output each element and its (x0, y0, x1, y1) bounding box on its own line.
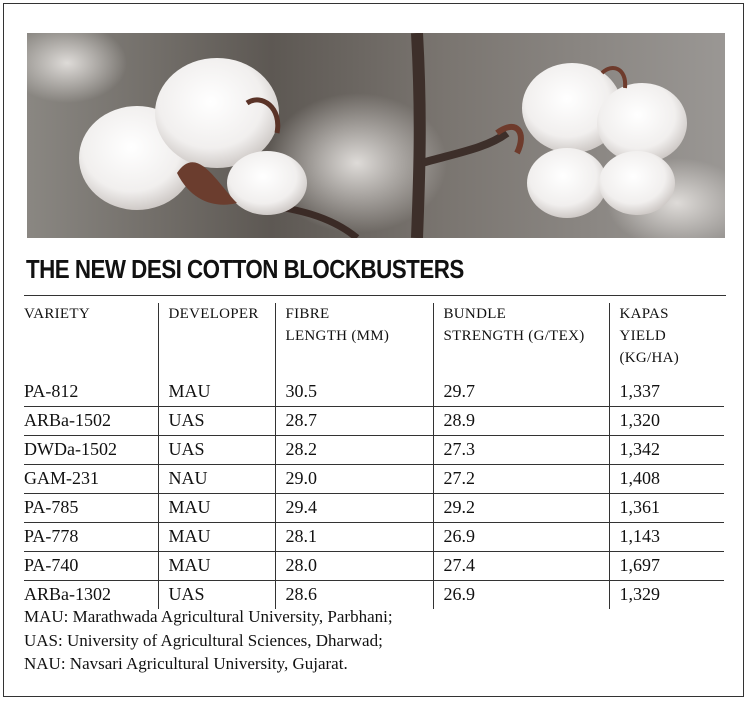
table-row (24, 406, 724, 435)
abbreviation-notes (24, 605, 393, 676)
cell-kapas-yield: 1,697 (609, 551, 724, 580)
cell-variety: GAM-231 (24, 464, 158, 493)
cell-fibre-length: 28.0 (275, 551, 433, 580)
cell-bundle-strength: 27.3 (433, 435, 609, 464)
header-fibre-length: FIBRE LENGTH (MM) (275, 303, 433, 377)
cell-bundle-strength: 27.4 (433, 551, 609, 580)
note-nau: NAU: Navsari Agricultural University, Gujarat. (24, 654, 348, 673)
cell-developer: NAU (158, 464, 275, 493)
cell-bundle-strength: 29.7 (433, 377, 609, 406)
cell-fibre-length: 28.6 (275, 580, 433, 609)
cell-variety: PA-778 (24, 522, 158, 551)
cell-developer: MAU (158, 493, 275, 522)
infographic-title: THE NEW DESI COTTON BLOCKBUSTERS (26, 254, 464, 284)
note-uas: UAS: University of Agricultural Sciences, Dharwad; (24, 630, 383, 650)
cell-variety: PA-740 (24, 551, 158, 580)
table-row (24, 464, 724, 493)
cell-developer: UAS (158, 435, 275, 464)
cell-kapas-yield: 1,342 (609, 435, 724, 464)
cell-variety: ARBa-1502 (24, 406, 158, 435)
cell-variety: DWDa-1502 (24, 435, 158, 464)
table-row (24, 435, 724, 464)
cell-kapas-yield: 1,143 (609, 522, 724, 551)
cell-fibre-length: 28.2 (275, 435, 433, 464)
cell-bundle-strength: 26.9 (433, 580, 609, 609)
cell-fibre-length: 28.7 (275, 406, 433, 435)
note-mau: MAU: Marathwada Agricultural University, Parbhani; (24, 607, 393, 626)
cell-developer: MAU (158, 522, 275, 551)
header-bundle-strength: BUNDLE STRENGTH (G/TEX) (433, 303, 609, 377)
cell-developer: UAS (158, 580, 275, 609)
cell-variety: PA-812 (24, 380, 79, 401)
cell-fibre-length: 29.4 (275, 493, 433, 522)
header-kapas-yield: KAPAS YIELD (KG/HA) (609, 303, 724, 377)
header-variety: VARIETY (24, 306, 90, 322)
cell-bundle-strength: 28.9 (433, 406, 609, 435)
cell-developer: MAU (158, 551, 275, 580)
title-divider (24, 295, 726, 296)
cell-variety: ARBa-1302 (24, 580, 158, 609)
table-header-row (24, 303, 724, 377)
table-row (24, 493, 724, 522)
cell-developer: UAS (158, 406, 275, 435)
header-developer: DEVELOPER (158, 303, 275, 377)
cell-kapas-yield: 1,320 (609, 406, 724, 435)
table-row (24, 377, 724, 406)
cotton-photo-illustration (27, 33, 725, 238)
cell-kapas-yield: 1,408 (609, 464, 724, 493)
cell-bundle-strength: 29.2 (433, 493, 609, 522)
cell-fibre-length: 29.0 (275, 464, 433, 493)
cell-bundle-strength: 27.2 (433, 464, 609, 493)
cell-bundle-strength: 26.9 (433, 522, 609, 551)
cell-fibre-length: 30.5 (275, 377, 433, 406)
cell-kapas-yield: 1,329 (609, 580, 724, 609)
cotton-bolls-photo (27, 33, 725, 238)
cell-variety: PA-785 (24, 493, 158, 522)
cell-fibre-length: 28.1 (275, 522, 433, 551)
cotton-varieties-table (24, 303, 724, 609)
table-row (24, 551, 724, 580)
cell-kapas-yield: 1,337 (609, 377, 724, 406)
cell-developer: MAU (158, 377, 275, 406)
cell-kapas-yield: 1,361 (609, 493, 724, 522)
table-row (24, 522, 724, 551)
